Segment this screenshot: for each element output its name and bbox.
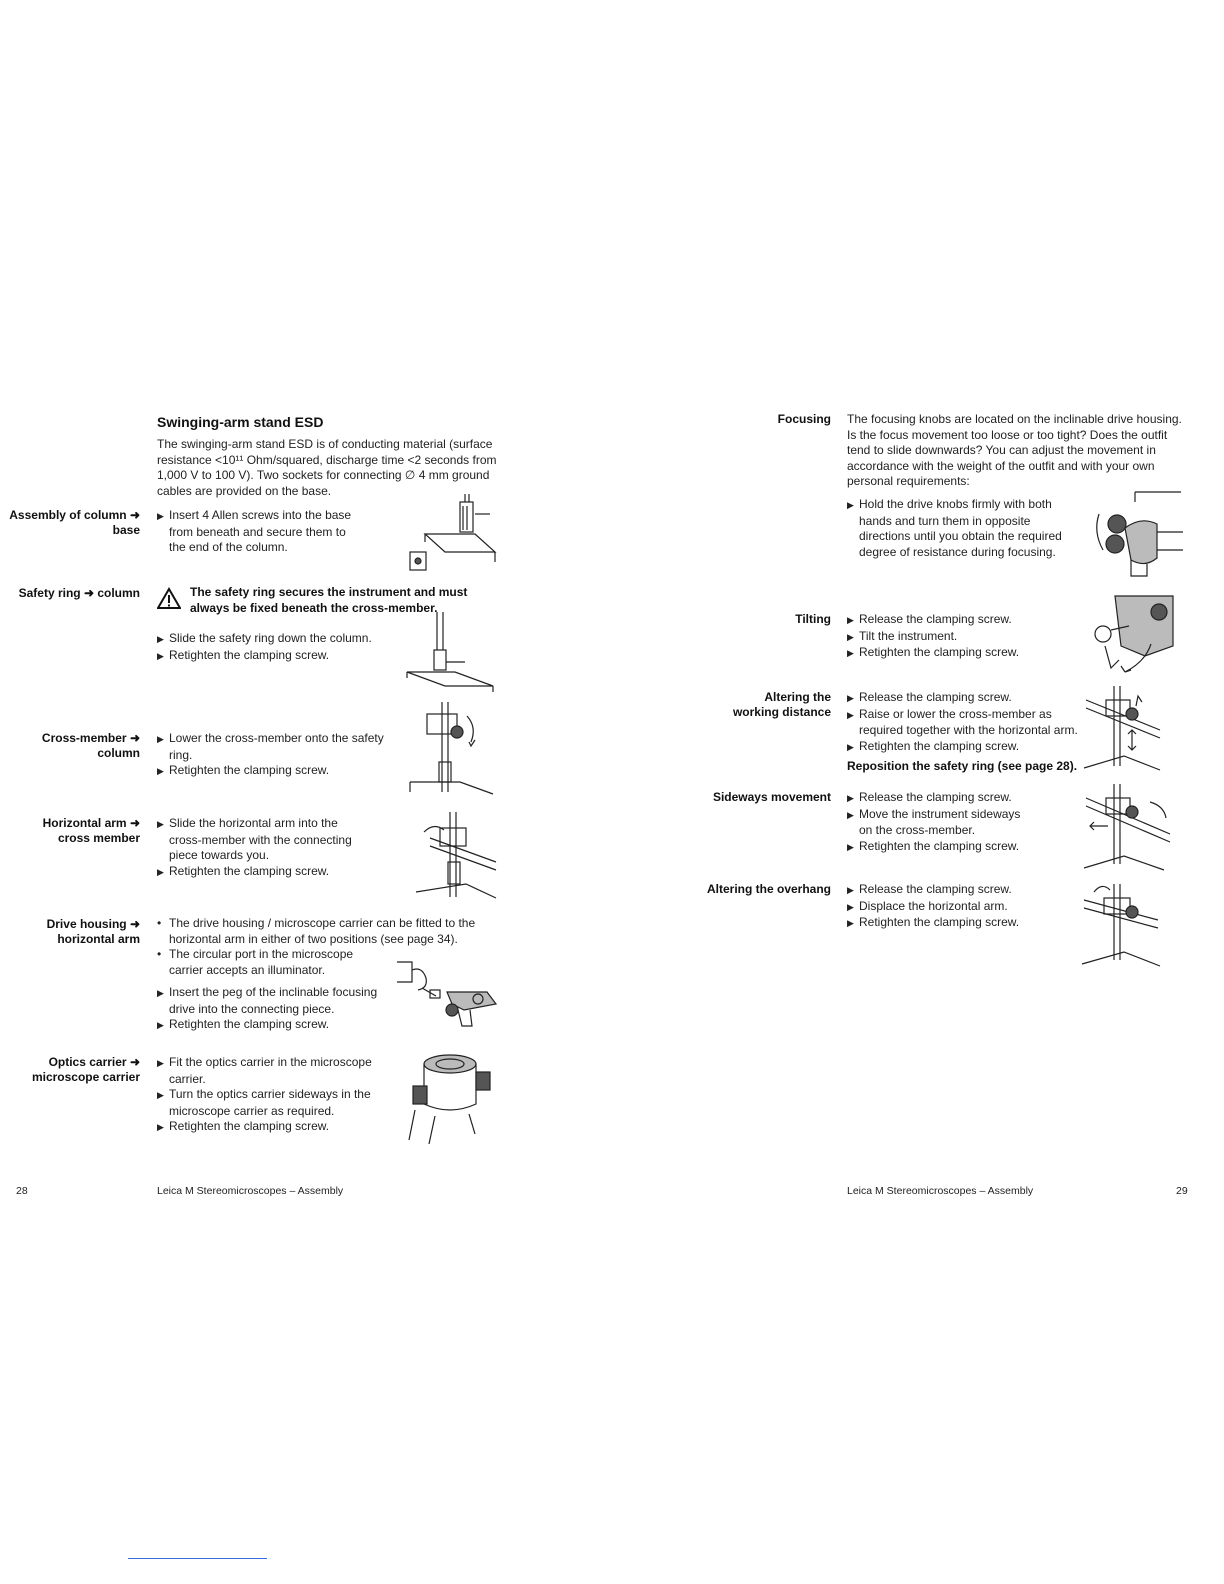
- side-label-safety: [0, 586, 140, 601]
- step-item: ▶ Insert the peg of the inclinable focusing drive into the connecting piece.: [157, 985, 392, 1017]
- working-steps: [847, 690, 1079, 755]
- page-number-left: 28: [16, 1185, 28, 1197]
- step-item: ▶ Release the clamping screw.: [847, 612, 1077, 629]
- step-item: ▶ Retighten the clamping screw.: [157, 1119, 372, 1136]
- intro-line: The swinging-arm stand ESD is of conducting material (surface: [157, 437, 493, 451]
- footer-right: Leica M Stereomicroscopes – Assembly: [847, 1185, 1034, 1197]
- side-label-line: Assembly of column ➜: [9, 508, 140, 522]
- sideways-steps: [847, 790, 1037, 855]
- drive-housing-illustration: [392, 952, 500, 1032]
- side-label-line: Cross-member ➜: [41, 731, 140, 745]
- column-base-illustration: [405, 494, 500, 576]
- step-item: ▶ Hold the drive knobs firmly with both hands and turn them in opposite directions until you obtain the required degree of resistance during focusing.: [847, 497, 1085, 560]
- crossmember-steps: [157, 731, 387, 780]
- focusing-line: tend to slide downwards? You can adjust the movement in: [847, 443, 1156, 457]
- step-item: ▶ Fit the optics carrier in the microscope carrier.: [157, 1055, 372, 1087]
- horizontal-steps: [157, 816, 372, 880]
- focusing-line: The focusing knobs are located on the inclinable drive housing.: [847, 412, 1182, 426]
- side-label-line: cross member: [57, 831, 140, 845]
- side-label-line: microscope carrier: [31, 1070, 140, 1084]
- working-distance-illustration: [1080, 686, 1164, 776]
- side-label-assembly: [0, 508, 140, 538]
- side-label-drive: [0, 917, 140, 947]
- safety-steps: [157, 631, 387, 664]
- side-label-line: Focusing: [777, 412, 831, 426]
- intro-paragraph: [157, 437, 502, 499]
- step-item: ▶ Retighten the clamping screw.: [847, 839, 1037, 856]
- side-label-line: Horizontal arm ➜: [42, 816, 140, 830]
- side-label-horizontal: [0, 816, 140, 846]
- intro-line: cables are provided on the base.: [157, 483, 332, 498]
- tilting-illustration: [1085, 586, 1177, 678]
- page-title: Swinging-arm stand ESD: [157, 414, 324, 430]
- step-item: ▶ Lower the cross-member onto the safety ring.: [157, 731, 387, 763]
- bullet-item: • The drive housing / microscope carrier can be fitted to the horizontal arm in either of two positions (see page 34).: [157, 916, 492, 947]
- focusing-line: accordance with the weight of the outfit and with your own: [847, 458, 1155, 473]
- step-item: ▶ Insert 4 Allen screws into the base from beneath and secure them to the end of the column.: [157, 508, 357, 556]
- side-label-line: Tilting: [795, 612, 831, 626]
- step-item: ▶ Slide the safety ring down the column.: [157, 631, 387, 648]
- bullet-item: • The circular port in the microscope carrier accepts an illuminator.: [157, 947, 377, 978]
- side-label-line: column: [97, 746, 140, 760]
- safety-warning: The safety ring secures the instrument and must always be fixed beneath the cross-member.: [190, 585, 468, 615]
- focusing-line: Is the focus movement too loose or too tight? Does the outfit: [847, 427, 1168, 442]
- side-label-crossmember: [0, 731, 140, 761]
- side-label-optics: [0, 1055, 140, 1085]
- side-label-line: Altering the: [764, 690, 831, 704]
- side-label-line: Optics carrier ➜: [48, 1055, 140, 1069]
- step-item: ▶ Release the clamping screw.: [847, 790, 1037, 807]
- side-label-line: Drive housing ➜: [46, 917, 140, 931]
- drive-bullet-2: [157, 947, 377, 978]
- step-item: ▶ Retighten the clamping screw.: [157, 763, 387, 780]
- step-item: ▶ Slide the horizontal arm into the cross-member with the connecting piece towards you.: [157, 816, 372, 864]
- step-item: ▶ Retighten the clamping screw.: [157, 864, 372, 881]
- step-item: ▶ Retighten the clamping screw.: [847, 645, 1077, 662]
- side-label-line: base: [112, 523, 140, 537]
- step-item: ▶ Retighten the clamping screw.: [847, 739, 1079, 756]
- step-item: ▶ Release the clamping screw.: [847, 882, 1047, 899]
- side-label-line: Safety ring ➜ column: [18, 586, 140, 600]
- overhang-illustration: [1080, 880, 1162, 970]
- step-item: ▶ Tilt the instrument.: [847, 629, 1077, 646]
- working-note: Reposition the safety ring (see page 28).: [847, 759, 1078, 773]
- sideways-movement-illustration: [1080, 784, 1172, 874]
- side-label-overhang: [700, 882, 831, 897]
- side-label-focusing: [700, 412, 831, 427]
- intro-line: 1,000 V to 100 V). Two sockets for connecting ∅ 4 mm ground: [157, 468, 490, 482]
- step-item: ▶ Move the instrument sideways on the cross-member.: [847, 807, 1037, 839]
- side-label-sideways: [700, 790, 831, 805]
- drive-bullet-1: [157, 916, 492, 947]
- step-item: ▶ Retighten the clamping screw.: [847, 915, 1047, 932]
- side-label-line: horizontal arm: [57, 932, 140, 946]
- step-item: ▶ Displace the horizontal arm.: [847, 899, 1047, 916]
- side-label-line: working distance: [732, 705, 831, 719]
- tilting-steps: [847, 612, 1077, 662]
- warning-icon: [157, 587, 181, 609]
- focusing-paragraph: [847, 412, 1192, 490]
- footer-left: Leica M Stereomicroscopes – Assembly: [157, 1185, 344, 1197]
- drive-steps: [157, 985, 392, 1034]
- step-item: ▶ Retighten the clamping screw.: [157, 648, 387, 665]
- optics-steps: [157, 1055, 372, 1136]
- overhang-steps: [847, 882, 1047, 932]
- side-label-line: Altering the overhang: [706, 882, 831, 896]
- scan-divider-line: [128, 1558, 267, 1559]
- side-label-working: [700, 690, 831, 720]
- step-item: ▶ Raise or lower the cross-member as required together with the horizontal arm.: [847, 707, 1079, 739]
- step-item: ▶ Retighten the clamping screw.: [157, 1017, 392, 1034]
- step-item: ▶ Turn the optics carrier sideways in the microscope carrier as required.: [157, 1087, 372, 1119]
- side-label-line: Sideways movement: [712, 790, 831, 804]
- safety-ring-illustration: [405, 612, 495, 694]
- assembly-steps: [157, 508, 357, 556]
- intro-line: resistance <10¹¹ Ohm/squared, discharge time <2 seconds from: [157, 452, 497, 467]
- horizontal-arm-illustration: [410, 812, 498, 902]
- focusing-steps: [847, 497, 1085, 560]
- optics-carrier-illustration: [405, 1050, 497, 1145]
- side-label-tilting: [700, 612, 831, 627]
- cross-member-illustration: [405, 702, 497, 797]
- focusing-line: personal requirements:: [847, 474, 970, 488]
- focusing-knobs-illustration: [1095, 488, 1187, 580]
- step-item: ▶ Release the clamping screw.: [847, 690, 1079, 707]
- page-number-right: 29: [1176, 1185, 1188, 1197]
